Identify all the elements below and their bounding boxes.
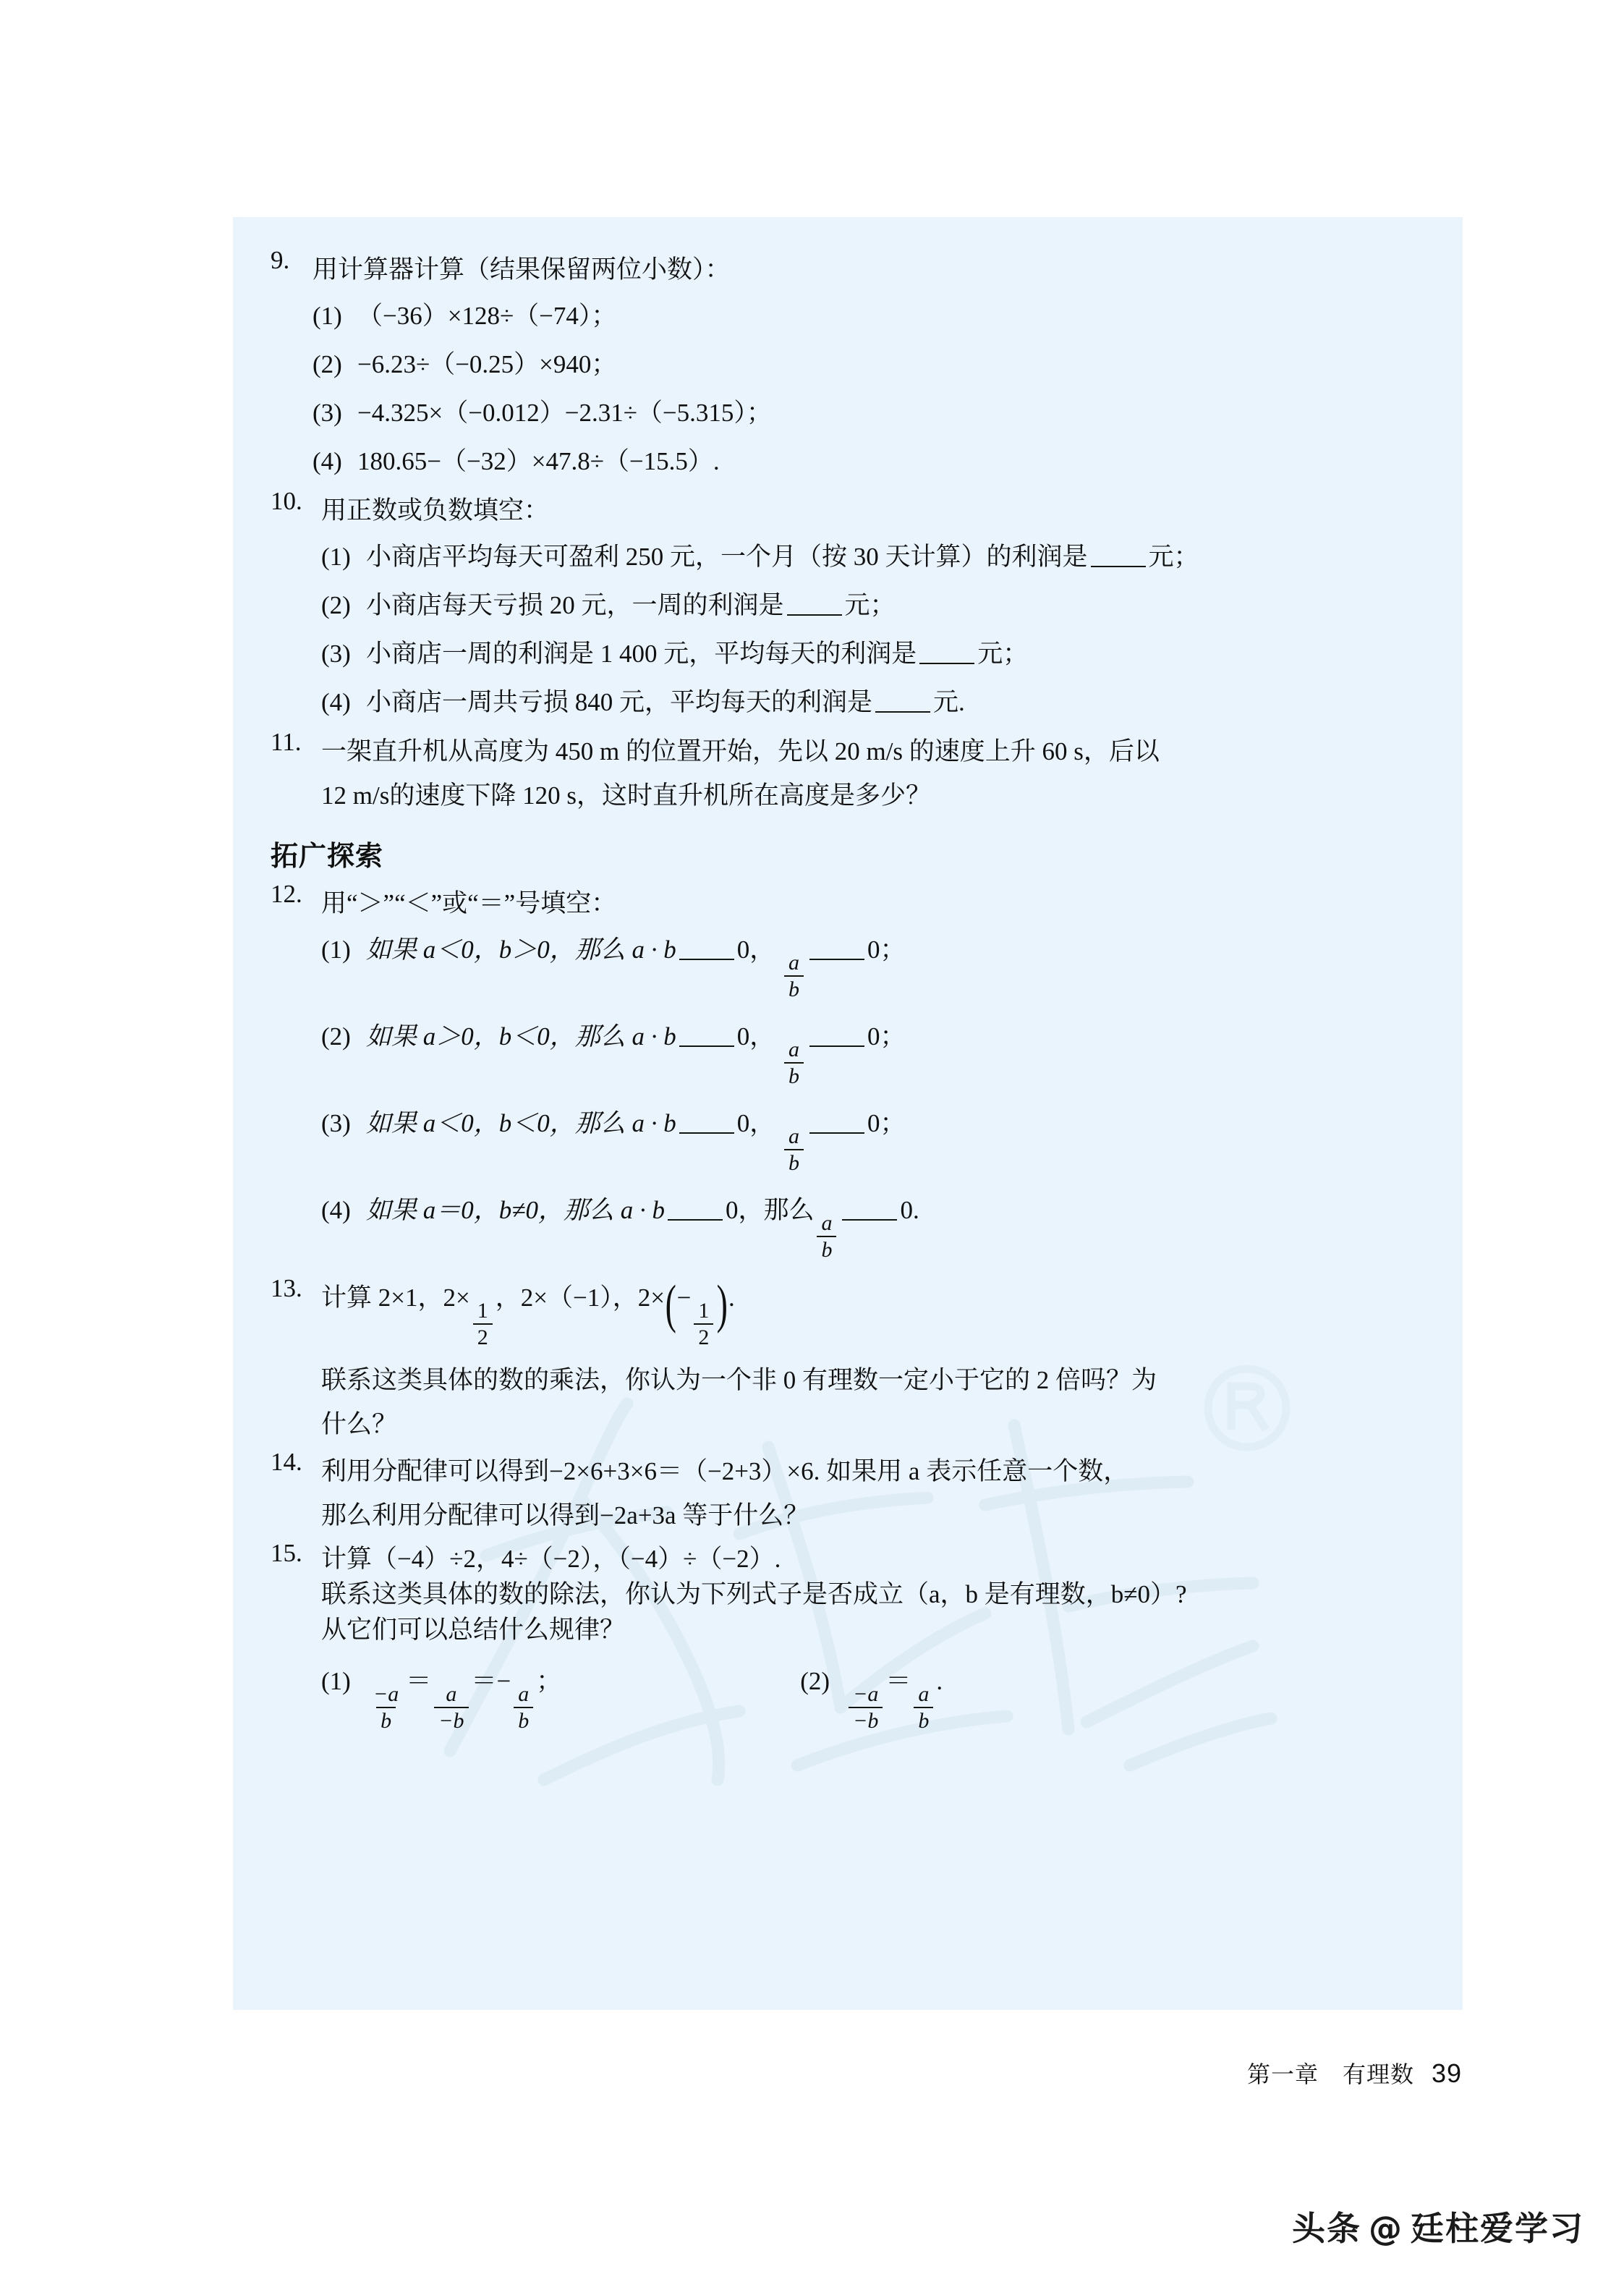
fraction-one-half-negative xyxy=(694,1300,713,1349)
exercise-line-2: 那么利用分配律可以得到−2a+3a 等于什么？ xyxy=(321,1501,809,1530)
sub-item-label: (2) xyxy=(321,591,351,619)
fill-in-blank[interactable] xyxy=(842,1219,897,1221)
exercise-15 xyxy=(271,1540,1419,1744)
fraction-a-over-neg-b xyxy=(434,1684,468,1732)
exercise-number: 10. xyxy=(271,487,302,515)
equals-sign-1: ＝ xyxy=(885,1667,911,1695)
exercise-number: 14. xyxy=(271,1448,302,1476)
sub-item-label: (1) xyxy=(321,543,351,571)
fill-in-blank[interactable] xyxy=(679,959,734,960)
fill-in-blank[interactable] xyxy=(668,1219,723,1221)
product-expression: a · b xyxy=(632,936,676,964)
fraction-neg-a-over-neg-b xyxy=(849,1684,883,1732)
sub-item xyxy=(321,678,1419,726)
fraction-numerator: 1 xyxy=(698,1299,710,1323)
sub-item xyxy=(321,581,1419,629)
sub-item-label: (4) xyxy=(321,1196,351,1224)
zero-1: 0， xyxy=(736,1109,775,1137)
exercise-9 xyxy=(271,247,1419,485)
sub-item-text: 180.65−（−32）×47.8÷（−15.5）. xyxy=(357,447,720,475)
page-number: 39 xyxy=(1431,2058,1462,2088)
sub-item-text-b: 元； xyxy=(977,640,1029,668)
product-expression: a · b xyxy=(632,1022,676,1051)
exercise-number: 13. xyxy=(271,1274,302,1302)
sub-item-label: (3) xyxy=(321,640,351,668)
mid-text: ，2×（−1），2× xyxy=(495,1284,665,1312)
fraction-numerator: a xyxy=(446,1682,457,1706)
fraction-denominator: 2 xyxy=(473,1323,493,1349)
equals-sign-2: ＝− xyxy=(471,1667,511,1695)
fraction-numerator: −a xyxy=(373,1682,399,1706)
fill-in-blank[interactable] xyxy=(809,1045,864,1047)
fraction-a-over-b xyxy=(817,1213,836,1261)
textbook-page-panel xyxy=(233,217,1463,2010)
fraction-numerator: a xyxy=(788,1124,800,1148)
sub-item-label: (1) xyxy=(321,936,351,964)
exercise-line-3: 什么？ xyxy=(321,1410,398,1438)
chapter-title: 第一章 有理数 xyxy=(1246,2061,1414,2087)
sub-item xyxy=(321,1186,1419,1273)
sub-item-label: (2) xyxy=(321,1022,351,1051)
fill-in-blank[interactable] xyxy=(679,1132,734,1134)
exercise-number: 12. xyxy=(271,880,302,908)
fraction-denominator: b xyxy=(784,1149,804,1174)
fraction-numerator: a xyxy=(821,1211,833,1235)
fraction-denominator: b xyxy=(914,1707,933,1732)
fraction-denominator: b xyxy=(784,1062,804,1087)
exercise-line-1: 利用分配律可以得到−2×6+3×6＝（−2+3）×6. 如果用 a 表示任意一个数， xyxy=(321,1457,1129,1485)
sub-item-label: (1) xyxy=(321,1667,351,1695)
sub-item xyxy=(321,1012,1419,1099)
sub-item-text: −4.325×（−0.012）−2.31÷（−5.315）； xyxy=(357,399,772,427)
platform-name: 头条 xyxy=(1292,2209,1361,2248)
tail-text: . xyxy=(728,1284,735,1312)
equals-sign-1: ＝ xyxy=(406,1667,432,1695)
page-footer xyxy=(1247,2056,1462,2090)
product-expression: a · b xyxy=(632,1109,676,1137)
fraction-a-over-b xyxy=(784,1039,804,1087)
exercise-line-1: 一架直升机从高度为 450 m 的位置开始，先以 20 m/s 的速度上升 60 s，后以 xyxy=(321,737,1160,765)
condition-text: 如果 a＜0，b＜0，那么 xyxy=(366,1109,626,1137)
sub-item xyxy=(321,629,1419,678)
sub-item-text: （−36）×128÷（−74）； xyxy=(357,302,617,330)
fill-in-blank[interactable] xyxy=(809,959,864,960)
section-heading: 拓广探索 xyxy=(271,840,384,872)
tail-punctuation: ； xyxy=(536,1667,562,1695)
exercise-line-3: 从它们可以总结什么规律？ xyxy=(321,1616,626,1644)
sub-item xyxy=(321,533,1419,581)
fill-in-blank[interactable] xyxy=(679,1045,734,1047)
fill-in-blank[interactable] xyxy=(919,663,974,664)
sub-item-text-a: 小商店每天亏损 20 元，一周的利润是 xyxy=(366,591,784,619)
exercise-number: 9. xyxy=(271,246,290,274)
fraction-denominator: b xyxy=(817,1236,836,1261)
exercise-number: 11. xyxy=(271,728,302,756)
sub-item-label: (3) xyxy=(313,399,342,427)
fraction-numerator: −a xyxy=(853,1682,879,1706)
exercise-line-1: 计算（−4）÷2，4÷（−2），（−4）÷（−2）. xyxy=(321,1545,781,1573)
sub-item-label: (2) xyxy=(313,350,342,378)
fill-in-blank[interactable] xyxy=(1091,566,1146,567)
exercise-stem: 用正数或负数填空： xyxy=(321,496,550,525)
lead-text: 计算 2×1，2× xyxy=(321,1284,470,1312)
fraction-numerator: a xyxy=(788,1038,800,1061)
condition-text: 如果 a＜0，b＞0，那么 xyxy=(366,936,626,964)
condition-text: 如果 a＞0，b＜0，那么 xyxy=(366,1022,626,1051)
fraction-a-over-b xyxy=(914,1684,933,1732)
fraction-one-half xyxy=(473,1300,493,1349)
fill-in-blank[interactable] xyxy=(809,1132,864,1134)
identity-expression-1 xyxy=(366,1668,561,1732)
sub-item-label: (2) xyxy=(800,1667,830,1695)
exercise-stem: 用“＞”“＜”或“＝”号填空： xyxy=(321,889,617,917)
sub-item-text-b: 元. xyxy=(933,688,965,716)
fill-in-blank[interactable] xyxy=(875,711,930,713)
zero-2: 0； xyxy=(867,1109,906,1137)
exercise-number: 15. xyxy=(271,1539,302,1567)
identity-expression-2 xyxy=(846,1668,943,1732)
zero-1: 0， xyxy=(736,1022,775,1051)
fraction-denominator: −b xyxy=(849,1707,883,1732)
sub-item xyxy=(313,340,1419,389)
fill-in-blank[interactable] xyxy=(787,614,842,616)
sub-item-text-a: 小商店一周的利润是 1 400 元，平均每天的利润是 xyxy=(366,640,917,668)
sub-item-text: −6.23÷（−0.25）×940； xyxy=(357,350,617,378)
zero-2: 0； xyxy=(867,936,906,964)
sub-item-text-a: 小商店平均每天可盈利 250 元，一个月（按 30 天计算）的利润是 xyxy=(366,543,1088,571)
zero-2: 0. xyxy=(900,1196,919,1224)
fraction-numerator: a xyxy=(918,1682,930,1706)
fraction-numerator: a xyxy=(518,1682,530,1706)
zero-1: 0，那么 xyxy=(725,1196,815,1224)
exercise-10 xyxy=(271,488,1419,726)
sub-item-label: (1) xyxy=(313,302,342,330)
exercise-11 xyxy=(271,729,1419,818)
zero-2: 0； xyxy=(867,1022,906,1051)
exercise-line-2: 联系这类具体的数的除法，你认为下列式子是否成立（a，b 是有理数，b≠0）? xyxy=(321,1580,1187,1608)
fraction-denominator: 2 xyxy=(694,1323,713,1349)
source-branding xyxy=(1292,2202,1584,2250)
exercise-line-1: 计算 2×1，2× $\frac{1}{2}$ ，2×（−1），2×(− $\frac{1}{2}$ ). xyxy=(321,1275,735,1349)
fraction-denominator: b xyxy=(376,1707,396,1732)
product-expression: a · b xyxy=(620,1196,665,1224)
exercise-14 xyxy=(271,1449,1419,1537)
fraction-numerator: a xyxy=(788,951,800,975)
fraction-neg-a-over-b xyxy=(369,1684,403,1732)
exercise-content xyxy=(233,217,1463,1744)
exercise-line-2: 联系这类具体的数的乘法，你认为一个非 0 有理数一定小于它的 2 倍吗？为 xyxy=(321,1366,1157,1394)
sub-item xyxy=(321,1099,1419,1186)
exercise-stem: 用计算器计算（结果保留两位小数）： xyxy=(313,255,731,284)
sub-item-text-b: 元； xyxy=(844,591,896,619)
fraction-denominator: b xyxy=(784,975,804,1001)
fraction-denominator: −b xyxy=(434,1707,468,1732)
exercise-line-2: 12 m/s的速度下降 120 s，这时直升机所在高度是多少？ xyxy=(321,781,931,810)
sub-item-row xyxy=(321,1650,1419,1744)
fraction-a-over-b xyxy=(784,1126,804,1174)
fraction-denominator: b xyxy=(514,1707,533,1732)
at-symbol: @ xyxy=(1369,2209,1403,2248)
zero-1: 0， xyxy=(736,936,775,964)
condition-text: 如果 a＝0，b≠0，那么 xyxy=(366,1196,614,1224)
sub-item-text-b: 元； xyxy=(1148,543,1199,571)
author-handle: 廷柱爱学习 xyxy=(1411,2209,1584,2248)
sub-item xyxy=(313,389,1419,437)
tail-punctuation: . xyxy=(936,1667,943,1695)
fraction-numerator: 1 xyxy=(477,1299,488,1323)
negative-sign: − xyxy=(676,1284,692,1312)
sub-item xyxy=(321,925,1419,1012)
sub-item-label: (4) xyxy=(313,447,342,475)
fraction-a-over-b xyxy=(784,952,804,1001)
exercise-13 xyxy=(271,1276,1419,1446)
sub-item-label: (4) xyxy=(321,688,351,716)
fraction-a-over-b xyxy=(514,1684,533,1732)
sub-item xyxy=(313,292,1419,340)
sub-item-label: (3) xyxy=(321,1109,351,1137)
sub-item-text-a: 小商店一周共亏损 840 元，平均每天的利润是 xyxy=(366,688,873,716)
sub-item xyxy=(313,437,1419,485)
exercise-12 xyxy=(271,881,1419,1273)
